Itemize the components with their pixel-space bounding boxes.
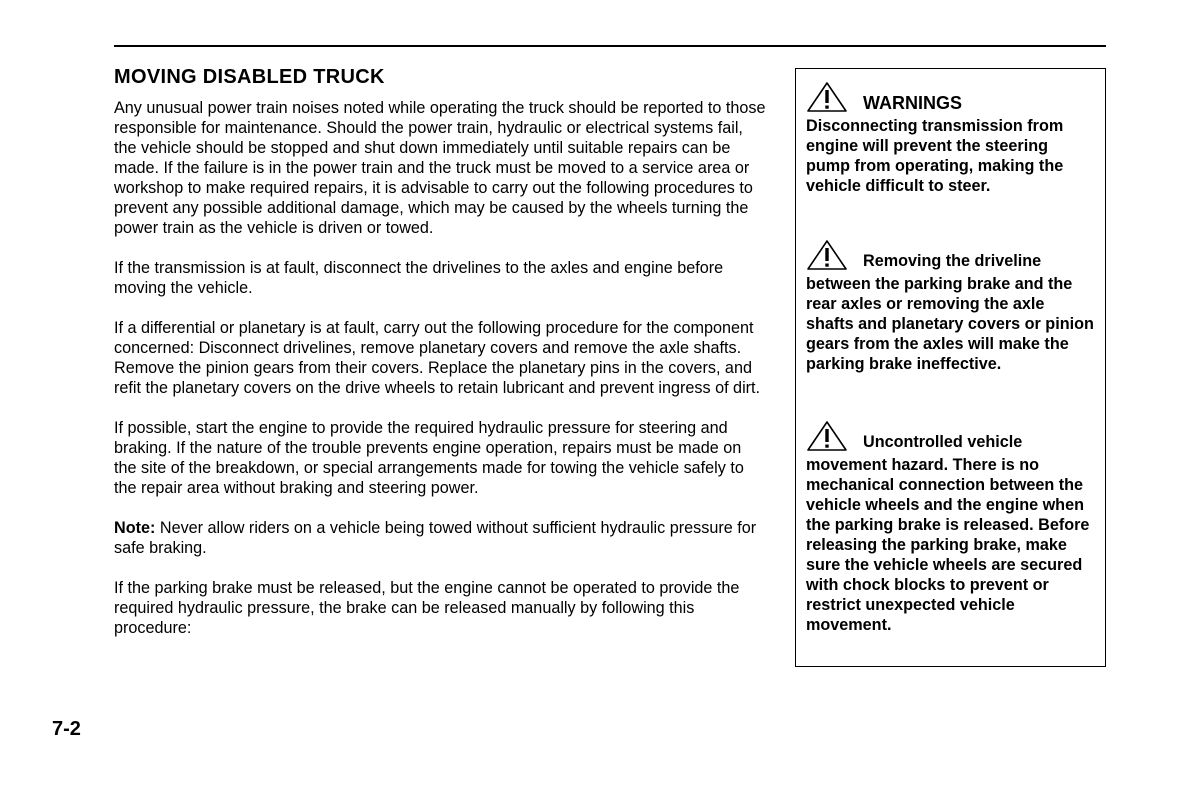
- note-label: Note:: [114, 519, 156, 537]
- caution-triangle-icon: [806, 81, 848, 113]
- warning-2: [806, 237, 1096, 374]
- paragraph-intro: Any unusual power train noises noted while operating the truck should be reported to those responsible for maintenance. Should the power train, hydraulic or electrical systems fail, the vehicle should be stopped and shut down immediately until suitable repairs can be made. If the failure is in the power train and the truck must be moved to a service area or workshop to make required repairs, it is advisable to carry out the following procedures to prevent any possible additional damage, which may be caused by the wheels turning the power train as the vehicle is driven or towed.: [114, 99, 766, 237]
- warning-1-body: Disconnecting transmission from engine will prevent the steering pump from operating, making the vehicle difficult to steer.: [806, 117, 1064, 195]
- warning-2-body: between the parking brake and the rear axles or removing the axle shafts and planetary covers or pinion gears from the axles will make the parking brake ineffective.: [806, 275, 1094, 373]
- warnings-box: [795, 68, 1106, 667]
- page-title: MOVING DISABLED TRUCK: [114, 66, 385, 88]
- caution-triangle-icon: [806, 420, 848, 452]
- page-number: 7-2: [52, 718, 81, 740]
- paragraph-transmission: If the transmission is at fault, disconnect the drivelines to the axles and engine before moving the vehicle.: [114, 259, 724, 297]
- main-column: [114, 64, 766, 658]
- note-paragraph: [114, 518, 766, 558]
- note-text: Never allow riders on a vehicle being towed without sufficient hydraulic pressure for safe braking.: [114, 519, 757, 557]
- warning-1: [806, 79, 1096, 196]
- header-rule: [114, 45, 1106, 47]
- warnings-heading: WARNINGS: [863, 93, 962, 113]
- paragraph-parking-brake: If the parking brake must be released, but the engine cannot be operated to provide the required hydraulic pressure, the brake can be released manually by following this procedure:: [114, 579, 740, 637]
- paragraph-differential: If a differential or planetary is at fault, carry out the following procedure for the component concerned: Disconnect drivelines, remove planetary covers and remove the axle shafts. Remove the pinion gears from their covers. Replace the planetary pins in the covers, and refit the planetary covers on the drive wheels to retain lubricant and prevent ingress of dirt.: [114, 319, 761, 397]
- paragraph-engine: If possible, start the engine to provide the required hydraulic pressure for steering and braking. If the nature of the trouble prevents engine operation, repairs must be made on the site of the breakdown, or special arrangements made for towing the vehicle safely to the repair area without braking and steering power.: [114, 419, 744, 497]
- warning-2-lead: Removing the driveline: [863, 252, 1042, 270]
- caution-triangle-icon: [806, 239, 848, 271]
- warning-3-body: movement hazard. There is no mechanical connection between the vehicle wheels and the engine when the parking brake is released. Before releasing the parking brake, make sure the vehicle wheels are secured with chock blocks to prevent or restrict unexpected vehicle movement.: [806, 456, 1090, 634]
- warning-3-lead: Uncontrolled vehicle: [863, 433, 1023, 451]
- warning-3: [806, 418, 1096, 635]
